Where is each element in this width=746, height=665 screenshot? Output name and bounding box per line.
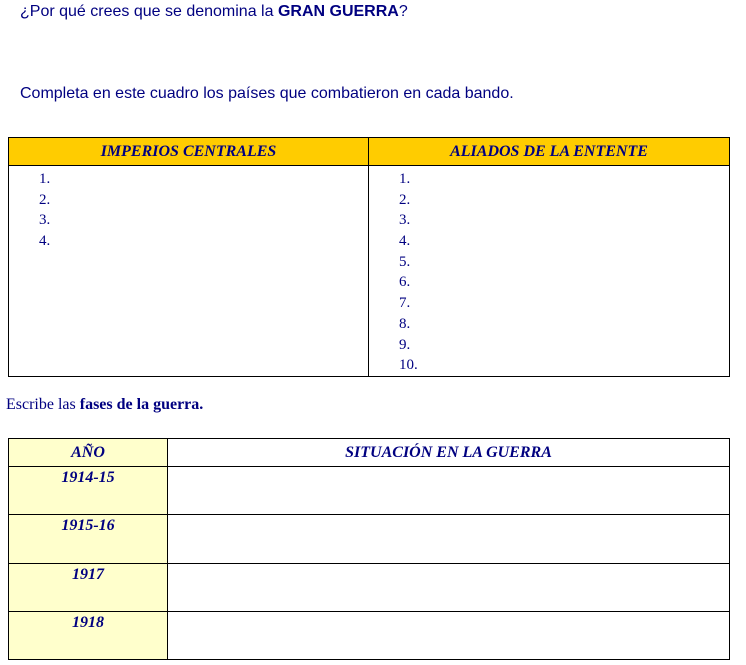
situation-cell[interactable] <box>168 467 730 515</box>
header-ano: AÑO <box>9 439 168 467</box>
list-item: 8. <box>399 315 411 332</box>
list-item: 7. <box>399 295 411 312</box>
phases-table <box>8 438 730 660</box>
gran-guerra-term: GRAN GUERRA <box>277 3 399 20</box>
list-item: 3. <box>39 212 51 229</box>
year-cell: 1914-15 <box>9 467 168 515</box>
list-item: 1. <box>39 171 51 187</box>
year-cell: 1918 <box>9 611 168 659</box>
list-item: 2. <box>399 191 411 208</box>
list-item: 4. <box>39 233 51 250</box>
list-item: 6. <box>399 274 411 291</box>
year-cell: 1915-16 <box>9 515 168 563</box>
aliados-entente-cell[interactable] <box>369 166 730 377</box>
aliados-entente-list <box>369 169 729 376</box>
question-fases <box>6 396 203 414</box>
question-paises: Completa en este cuadro los países que combatieron en cada bando. <box>20 85 514 102</box>
question-gran-guerra <box>20 3 408 21</box>
imperios-centrales-cell[interactable] <box>9 166 369 377</box>
list-item: 10. <box>399 357 418 374</box>
table-row <box>9 563 730 611</box>
header-situacion: SITUACIÓN EN LA GUERRA <box>168 439 730 467</box>
question-fases-prefix: Escribe las <box>6 396 80 413</box>
list-item: 3. <box>399 212 411 229</box>
list-item: 5. <box>399 253 411 270</box>
list-item: 2. <box>39 191 51 208</box>
table-row <box>9 515 730 563</box>
header-imperios-centrales: IMPERIOS CENTRALES <box>9 138 369 166</box>
question-gran-guerra-suffix: ? <box>398 3 408 20</box>
year-cell: 1917 <box>9 563 168 611</box>
countries-table-header-row <box>9 138 730 166</box>
list-item: 1. <box>399 171 411 187</box>
header-aliados-entente: ALIADOS DE LA ENTENTE <box>369 138 730 166</box>
fases-term: fases de la guerra. <box>79 396 204 413</box>
table-row <box>9 467 730 515</box>
situation-cell[interactable] <box>168 563 730 611</box>
imperios-centrales-list <box>9 169 368 252</box>
list-item: 4. <box>399 233 411 250</box>
countries-table-body-row <box>9 166 730 377</box>
list-item: 9. <box>399 336 411 353</box>
table-row <box>9 611 730 659</box>
phases-table-header-row <box>9 439 730 467</box>
situation-cell[interactable] <box>168 611 730 659</box>
question-gran-guerra-prefix: ¿Por qué crees que se denomina la <box>20 3 278 20</box>
situation-cell[interactable] <box>168 515 730 563</box>
countries-table <box>8 137 730 377</box>
